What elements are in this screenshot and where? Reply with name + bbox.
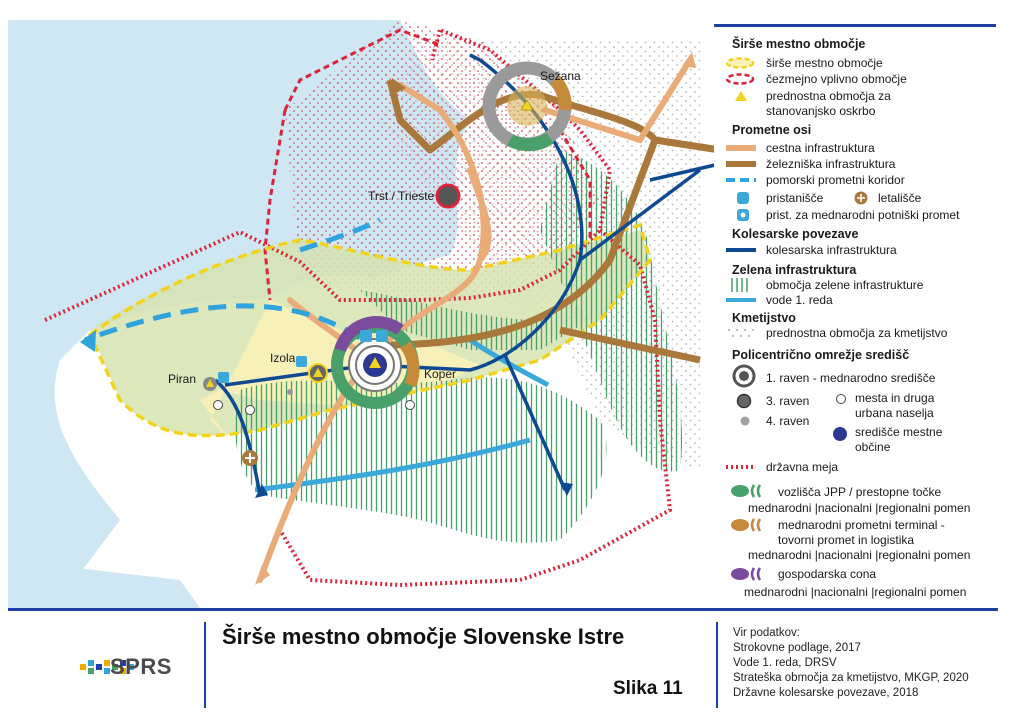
- source-line: Strateška območja za kmetijstvo, MKGP, 2020: [733, 672, 969, 684]
- legend-symbol-jpp: [730, 483, 770, 499]
- legend-label-terminal-2: tovorni promet in logistika: [778, 533, 915, 547]
- izola-port-icon: [296, 356, 307, 367]
- legend-label-border: državna meja: [766, 460, 839, 474]
- legend-heading-agri: Kmetijstvo: [732, 311, 796, 325]
- legend-label-rail: železniška infrastruktura: [766, 157, 896, 171]
- legend-heading-green: Zelena infrastruktura: [732, 263, 857, 277]
- legend-label-cycle: kolesarska infrastruktura: [766, 243, 897, 257]
- legend: [714, 24, 996, 607]
- legend-label-municipal-2: občine: [855, 440, 891, 454]
- figure-number: Slika 11: [613, 678, 683, 699]
- legend-symbol-rail: [724, 159, 758, 169]
- legend-label-housing-1: prednostna območja za: [766, 89, 891, 103]
- legend-symbol-green-areas: [728, 278, 754, 292]
- legend-label-econ: gospodarska cona: [778, 567, 877, 581]
- legend-heading-cycling: Kolesarske povezave: [732, 227, 859, 241]
- legend-label-green-areas: območja zelene infrastrukture: [766, 278, 924, 292]
- legend-symbol-level1: [732, 364, 756, 388]
- legend-label-municipal-1: središče mestne: [855, 425, 943, 439]
- legend-label-jpp: vozlišča JPP / prestopne točke: [778, 485, 942, 499]
- legend-label-airport: letališče: [878, 191, 922, 205]
- legend-symbol-terminal: [730, 517, 770, 533]
- legend-symbol-influence: [724, 73, 758, 85]
- legend-label-passenger-port: prist. za mednarodni potniški promet: [766, 208, 960, 222]
- legend-symbol-port: [736, 191, 750, 205]
- sezana-jpp-arc: [510, 138, 550, 145]
- legend-label-road: cestna infrastruktura: [766, 141, 875, 155]
- legend-label-wider-area: širše mestno območje: [766, 56, 883, 70]
- legend-symbol-road: [724, 143, 758, 153]
- legend-heading-transport: Prometne osi: [732, 123, 812, 137]
- footer-separator-1: [204, 622, 206, 708]
- place-sezana: Sežana: [540, 69, 581, 83]
- koper-port-icon-1: [360, 330, 372, 342]
- legend-heading-centres: Policentrično omrežje središč: [732, 348, 910, 362]
- legend-symbol-econ: [730, 566, 770, 582]
- legend-symbol-agri: [724, 327, 758, 339]
- legend-symbol-passenger-port: [736, 208, 750, 222]
- footer-divider: [8, 608, 998, 611]
- legend-symbol-towns: [835, 393, 847, 405]
- legend-symbol-cycle: [724, 245, 758, 255]
- legend-symbol-waters: [724, 295, 758, 305]
- legend-label-port: pristanišče: [766, 191, 824, 205]
- source-line: Strokovne podlage, 2017: [733, 642, 861, 654]
- legend-label-jpp-scale: mednarodni |nacionalni |regionalni pomen: [748, 501, 971, 515]
- legend-symbol-airport: [854, 191, 868, 205]
- town-3: [406, 401, 415, 410]
- footer-separator-2: [716, 622, 718, 708]
- legend-label-terminal-scale: mednarodni |nacionalni |regionalni pomen: [748, 548, 971, 562]
- legend-label-agri: prednostna območja za kmetijstvo: [766, 326, 948, 340]
- piran-port-icon: [218, 372, 229, 383]
- legend-symbol-maritime: [724, 175, 758, 185]
- legend-label-level3: 3. raven: [766, 394, 810, 408]
- road-arrow-sw: [255, 565, 270, 585]
- place-izola: Izola: [270, 351, 296, 365]
- legend-label-maritime: pomorski prometni koridor: [766, 173, 905, 187]
- legend-symbol-level3: [736, 393, 752, 409]
- legend-label-towns-1: mesta in druga: [855, 391, 935, 405]
- source-line: Vir podatkov:: [733, 627, 800, 639]
- town-4: [287, 389, 293, 395]
- figure-title: Širše mestno območje Slovenske Istre: [222, 624, 625, 649]
- legend-heading-wider-area: Širše mestno območje: [732, 37, 866, 51]
- legend-label-towns-2: urbana naselja: [855, 406, 934, 420]
- koper-port-icon-2: [376, 330, 388, 342]
- legend-symbol-border: [724, 462, 758, 472]
- trst-centre: [437, 185, 459, 207]
- town-1: [214, 401, 223, 410]
- legend-symbol-level4: [739, 415, 751, 427]
- legend-label-terminal-1: mednarodni prometni terminal -: [778, 518, 945, 532]
- legend-symbol-wider-area: [724, 57, 758, 69]
- town-2: [246, 406, 255, 415]
- data-sources: [733, 626, 969, 701]
- sprs-logo-text: SPRS: [110, 654, 172, 679]
- legend-label-influence: čezmejno vplivno območje: [766, 72, 907, 86]
- legend-symbol-municipal: [832, 426, 848, 442]
- source-line: Vode 1. reda, DRSV: [733, 657, 837, 669]
- legend-label-level1: 1. raven - mednarodno središče: [766, 371, 936, 385]
- legend-label-level4: 4. raven: [766, 414, 810, 428]
- place-koper: Koper: [424, 367, 457, 381]
- legend-symbol-housing: [734, 90, 748, 102]
- place-piran: Piran: [168, 372, 197, 386]
- source-line: Državne kolesarske povezave, 2018: [733, 687, 919, 699]
- legend-label-waters: vode 1. reda: [766, 293, 833, 307]
- sea-south: [8, 560, 200, 608]
- legend-label-housing-2: stanovanjsko oskrbo: [766, 104, 876, 118]
- legend-label-econ-scale: mednarodni |nacionalni |regionalni pomen: [744, 585, 967, 599]
- place-trst: Trst / Trieste: [368, 189, 435, 203]
